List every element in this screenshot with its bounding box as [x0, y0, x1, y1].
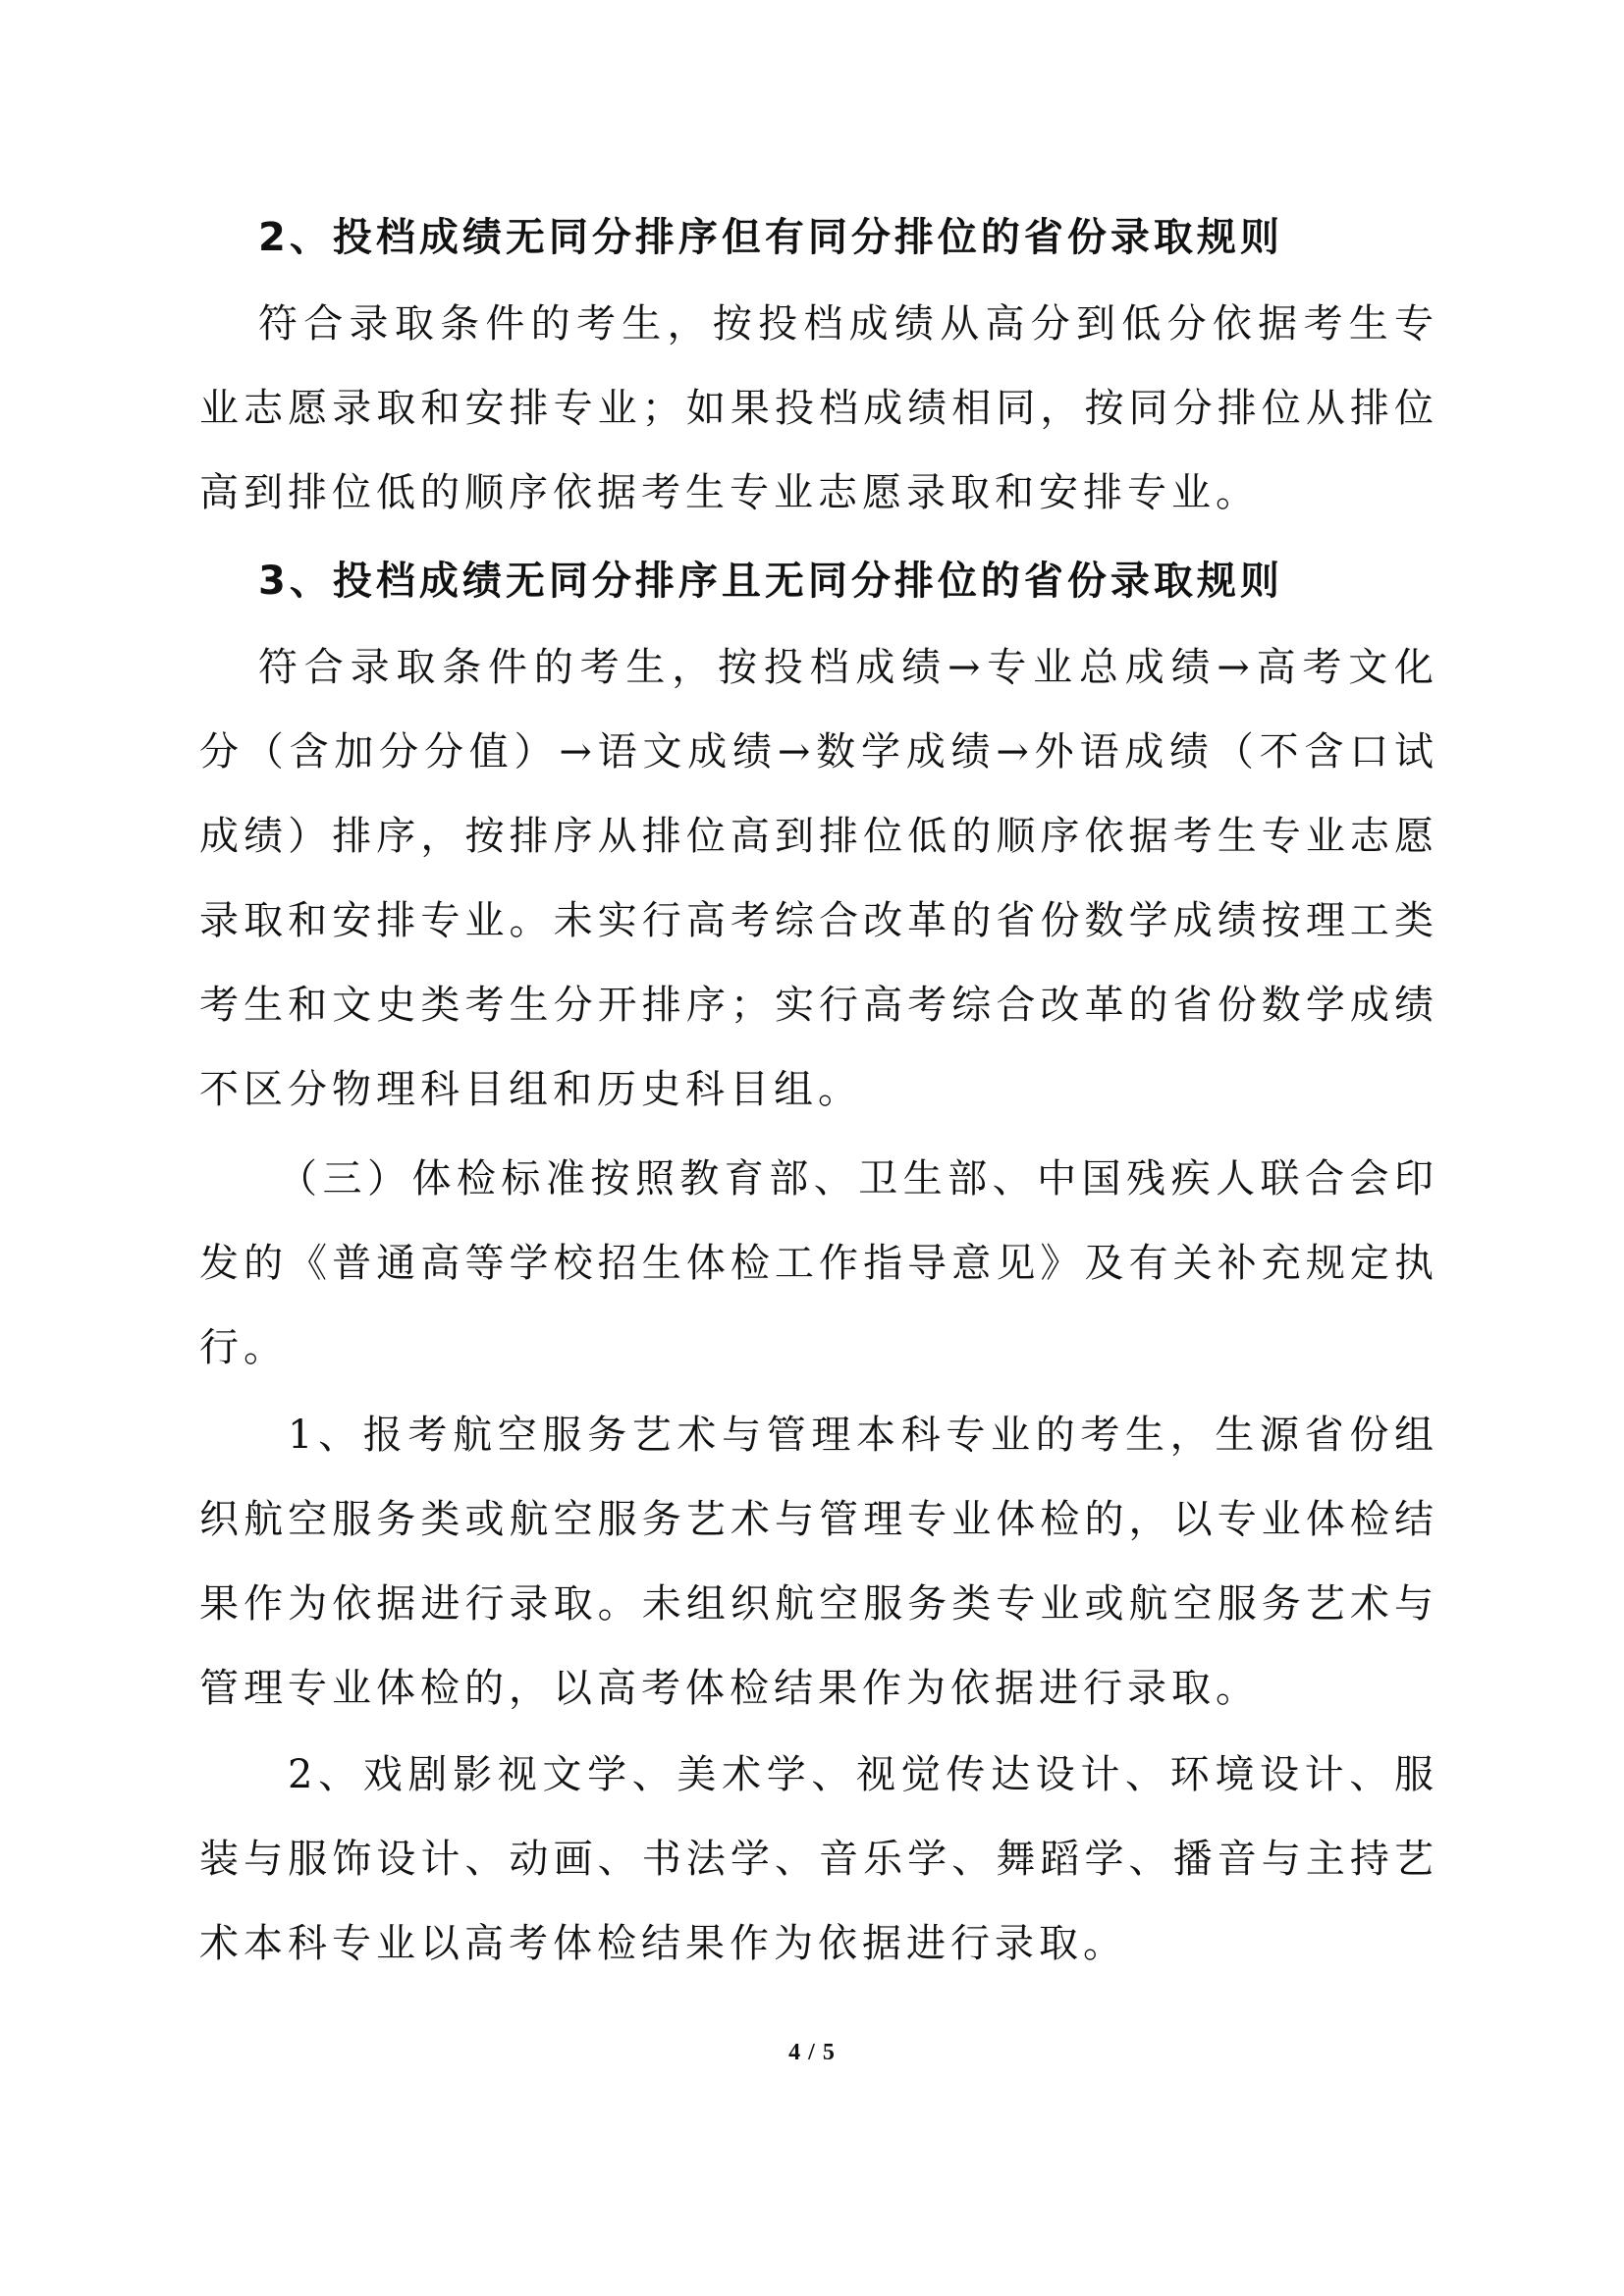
page-number: 4 / 5 [788, 2040, 836, 2065]
section-2-heading: 2、投档成绩无同分排序但有同分排位的省份录取规则 [258, 215, 1283, 260]
item-2-paragraph: 2、戏剧影视文学、美术学、视觉传达设计、环境设计、服装与服饰设计、动画、书法学、音乐学、舞蹈学、播音与主持艺术本科专业以高考体检结果作为依据进行录取。 [199, 1752, 1438, 1966]
section-2-body: 符合录取条件的考生，按投档成绩从高分到低分依据考生专业志愿录取和安排专业；如果投档成绩相同，按同分排位从排位高到排位低的顺序依据考生专业志愿录取和安排专业。 [199, 301, 1438, 515]
section-3-heading: 3、投档成绩无同分排序且无同分排位的省份录取规则 [258, 559, 1283, 604]
item-1-paragraph: 1、报考航空服务艺术与管理本科专业的考生，生源省份组织航空服务类或航空服务艺术与管理专业体检的，以专业体检结果作为依据进行录取。未组织航空服务类专业或航空服务艺术与管理专业体检的，以高考体检结果作为依据进行录取。 [199, 1413, 1438, 1711]
section-3-body: 符合录取条件的考生，按投档成绩→专业总成绩→高考文化分（含加分分值）→语文成绩→数学成绩→外语成绩（不含口试成绩）排序，按排序从排位高到排位低的顺序依据考生专业志愿录取和安排专业。未实行高考综合改革的省份数学成绩按理工类考生和文史类考生分开排序；实行高考综合改革的省份数学成绩不区分物理科目组和历史科目组。 [199, 645, 1438, 1112]
part-3-paragraph: （三）体检标准按照教育部、卫生部、中国残疾人联合会印发的《普通高等学校招生体检工作指导意见》及有关补充规定执行。 [199, 1156, 1438, 1370]
